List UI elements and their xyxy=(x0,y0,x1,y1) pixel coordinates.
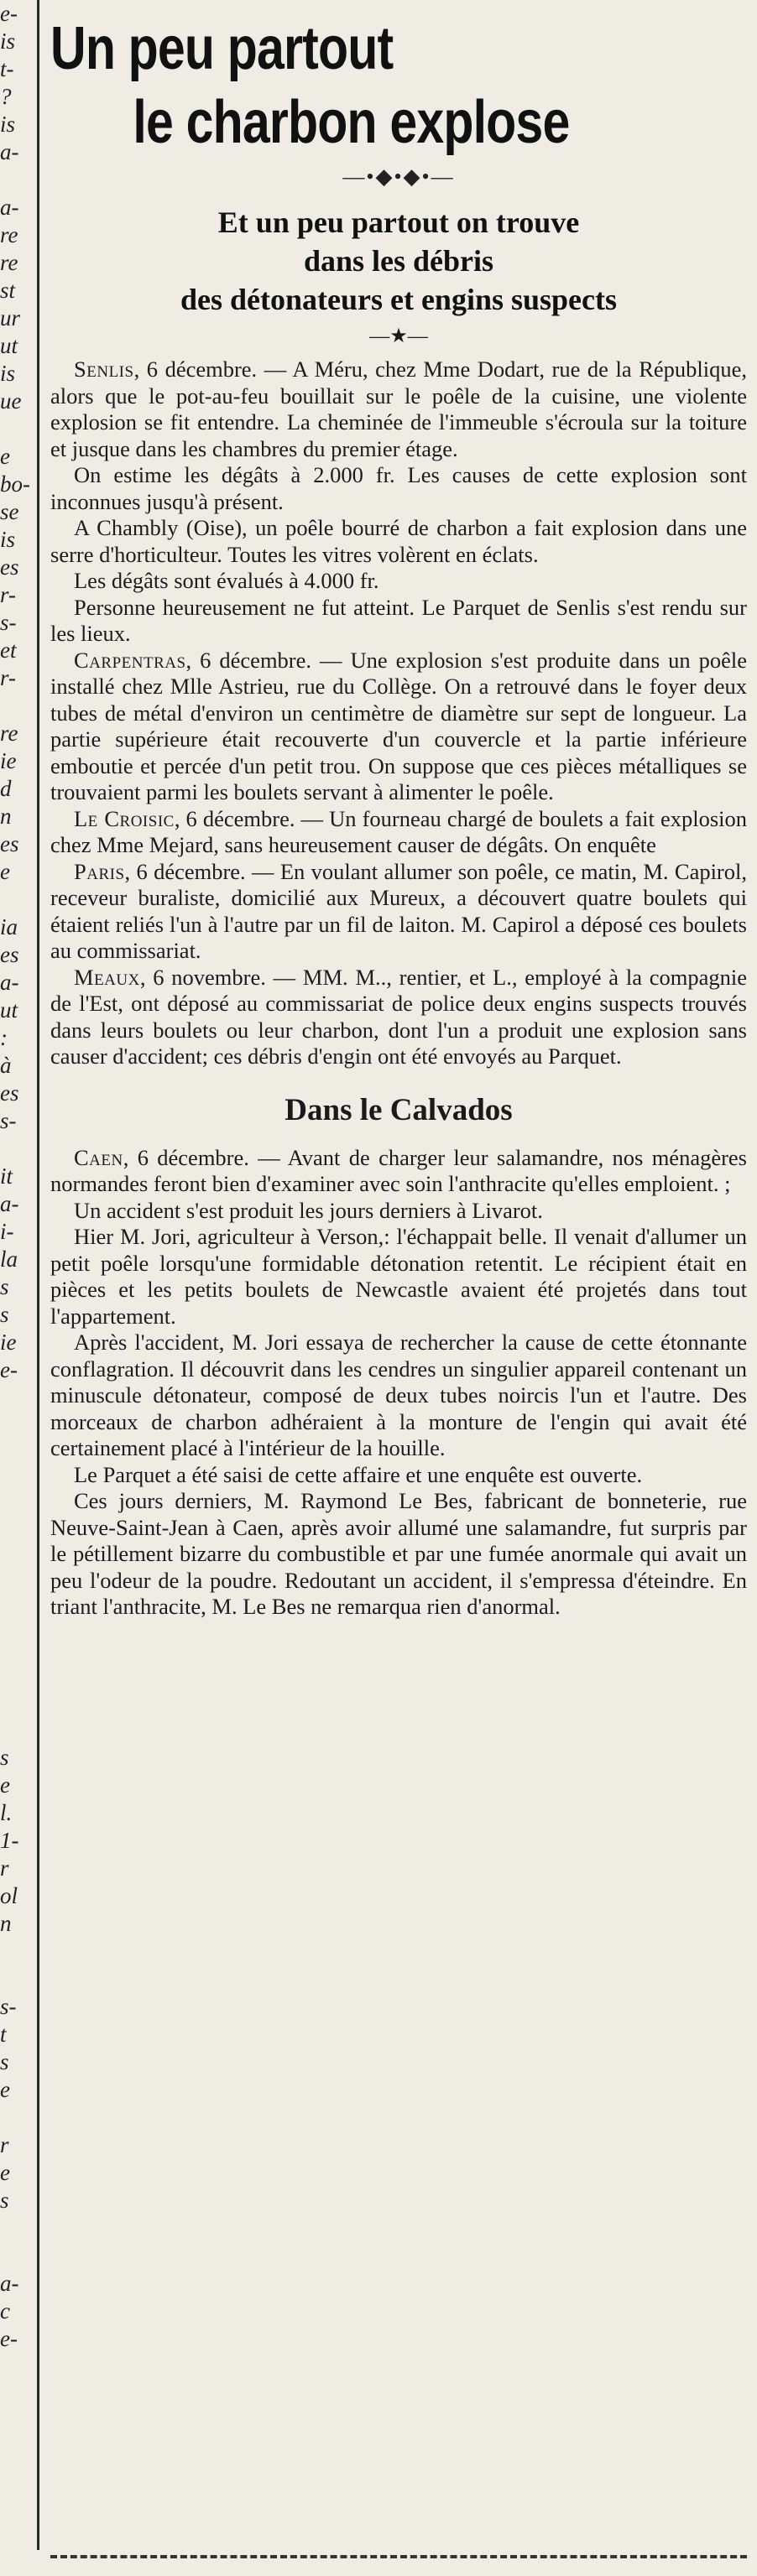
article-body-part-1 xyxy=(50,356,747,1070)
margin-fragment: r xyxy=(0,1855,9,1881)
ornament-divider: —•◆•◆•— xyxy=(342,164,455,189)
headline xyxy=(50,12,622,159)
margin-fragment: ? xyxy=(0,84,12,109)
margin-fragment: s- xyxy=(0,1108,17,1133)
margin-fragment: ie xyxy=(0,748,17,773)
paragraph-text: Le Parquet a été saisi de cette affaire et une enquête est ouverte. xyxy=(74,1461,643,1487)
subheadline-line-1: Et un peu partout on trouve xyxy=(217,206,580,239)
margin-fragment: ue xyxy=(0,388,22,414)
paragraph xyxy=(50,1330,747,1462)
margin-fragment: re xyxy=(0,721,18,746)
margin-fragment xyxy=(0,415,34,443)
margin-fragment: es xyxy=(0,554,19,580)
margin-fragment: a- xyxy=(0,195,19,220)
margin-fragment: s xyxy=(0,2049,9,2074)
margin-fragment: e xyxy=(0,444,10,469)
margin-fragment: es xyxy=(0,942,19,967)
margin-fragment xyxy=(0,1633,34,1661)
margin-fragment: ut xyxy=(0,997,18,1023)
paragraph-text: , 6 décembre. — Un fourneau chargé de boulets a fait explosion chez Mme Mejard, sans heureusement causer de dégâts. On enquête xyxy=(50,805,747,857)
adjacent-column-fragments xyxy=(0,0,34,2351)
subheadline-line-2: dans les débris xyxy=(303,244,494,278)
paragraph xyxy=(50,515,747,568)
paragraph-text: Les dégâts sont évalués à 4.000 fr. xyxy=(74,568,379,593)
margin-fragment xyxy=(0,1938,34,1965)
margin-fragment: s- xyxy=(0,1994,17,2019)
margin-fragment: et xyxy=(0,637,17,663)
margin-fragment: ie xyxy=(0,1330,17,1355)
paragraph-text: , 6 décembre. — En voulant allumer son poêle, ce matin, M. Capirol, receveur buraliste, domicilié aux Mureux, a découvert quatre boulets qui étaient reliés l'un à l'autre par un fil de laiton. M. Capirol a déposé ces boulets au commissariat. xyxy=(50,858,747,963)
margin-fragment: : xyxy=(0,1025,8,1050)
margin-fragment: se xyxy=(0,499,19,524)
margin-fragment: s xyxy=(0,1745,9,1770)
margin-fragment xyxy=(0,1550,34,1578)
headline-line-1: Un peu partout xyxy=(50,15,394,82)
paragraph xyxy=(50,1145,747,1198)
margin-fragment: la xyxy=(0,1246,18,1272)
margin-fragment: n xyxy=(0,1911,12,1936)
margin-fragment: r- xyxy=(0,582,16,607)
paragraph xyxy=(50,806,747,859)
margin-fragment xyxy=(0,2104,34,2131)
margin-fragment: c xyxy=(0,2298,10,2324)
margin-fragment: re xyxy=(0,250,18,275)
margin-fragment: e xyxy=(0,2160,10,2185)
margin-fragment xyxy=(0,2214,34,2242)
margin-fragment: d xyxy=(0,776,12,801)
dateline: Meaux xyxy=(74,964,140,990)
margin-fragment: e- xyxy=(0,1,18,26)
margin-fragment: bo- xyxy=(0,471,30,497)
margin-fragment: ut xyxy=(0,333,18,358)
margin-fragment xyxy=(0,1412,34,1439)
margin-fragment: e- xyxy=(0,1357,18,1382)
margin-fragment: it xyxy=(0,1163,13,1189)
paragraph xyxy=(50,1224,747,1330)
margin-fragment xyxy=(0,692,34,720)
margin-fragment: i- xyxy=(0,1219,14,1244)
paragraph xyxy=(50,1198,747,1225)
paragraph xyxy=(50,595,747,648)
paragraph-text: On estime les dégâts à 2.000 fr. Les causes de cette explosion sont inconnues jusqu'à présent. xyxy=(50,462,747,514)
margin-fragment: a- xyxy=(0,1191,19,1216)
bottom-dashed-rule xyxy=(50,2555,747,2558)
star-divider: —★— xyxy=(369,325,428,347)
margin-fragment: a- xyxy=(0,2271,19,2296)
margin-fragment xyxy=(0,1578,34,1605)
paragraph xyxy=(50,965,747,1070)
margin-fragment: s xyxy=(0,1302,9,1327)
margin-fragment xyxy=(0,1135,34,1163)
margin-fragment xyxy=(0,1661,34,1689)
dateline: Caen xyxy=(74,1144,123,1170)
margin-fragment xyxy=(0,1605,34,1633)
paragraph-text: , 6 décembre. — A Méru, chez Mme Dodart, rue de la République, alors que le pot-au-feu bouillait sur le poêle de la cuisine, une violente explosion se fit entendre. La cheminée de l'immeuble s'écroula sur la toiture et jusque dans les chambres du premier étage. xyxy=(50,356,747,461)
paragraph-text: , 6 décembre. — Une explosion s'est produite dans un poêle installé chez Mlle Astrieu, rue du Collège. On a retrouvé dans le foyer deux tubes de métal d'environ un centimètre de diamètre sur sept de longueur. La partie supérieure était recouverte d'un couvercle et la partie inférieure emboutie et percée d'un petit trou. On suppose que ces pièces métalliques se trouvaient parmi les boulets servant à alimenter le poêle. xyxy=(50,647,747,804)
dateline: Senlis xyxy=(74,356,134,382)
margin-fragment: 1- xyxy=(0,1828,19,1853)
headline-line-2: le charbon explose xyxy=(133,89,570,156)
margin-fragment: l. xyxy=(0,1800,13,1825)
margin-fragment: es xyxy=(0,1080,19,1106)
column-divider xyxy=(37,0,39,2550)
margin-fragment: t- xyxy=(0,56,14,81)
margin-fragment xyxy=(0,1522,34,1550)
paragraph xyxy=(50,648,747,806)
margin-fragment xyxy=(0,1467,34,1495)
margin-fragment: s xyxy=(0,1274,9,1299)
margin-fragment: s- xyxy=(0,610,17,635)
subheadline xyxy=(50,203,747,319)
paragraph-text: Ces jours derniers, M. Raymond Le Bes, fabricant de bonneterie, rue Neuve-Saint-Jean à Caen, après avoir allumé une salamandre, fut surpris par le pétillement bizarre du combustible et par une fumée anormale qui avait un peu l'odeur de la poudre. Redoutant un accident, il s'empressa d'éteindre. En triant l'anthracite, M. Le Bes ne remarqua rien d'anormal. xyxy=(50,1488,747,1619)
margin-fragment: e xyxy=(0,1772,10,1798)
margin-fragment xyxy=(0,2242,34,2270)
paragraph xyxy=(50,859,747,965)
margin-fragment: is xyxy=(0,527,16,552)
margin-fragment xyxy=(0,1384,34,1412)
margin-fragment: n xyxy=(0,804,12,829)
margin-fragment: ur xyxy=(0,305,21,330)
margin-fragment: e xyxy=(0,2077,10,2102)
margin-fragment: ia xyxy=(0,914,18,939)
paragraph-text: Un accident s'est produit les jours derniers à Livarot. xyxy=(74,1197,543,1223)
paragraph xyxy=(50,1462,747,1489)
dateline: Paris xyxy=(74,858,125,884)
news-article xyxy=(50,0,747,1621)
paragraph xyxy=(50,1488,747,1621)
margin-fragment: re xyxy=(0,222,18,247)
margin-fragment xyxy=(0,1689,34,1716)
margin-fragment: à xyxy=(0,1053,12,1078)
margin-fragment: r xyxy=(0,2132,9,2157)
dateline: Carpentras xyxy=(74,647,186,673)
margin-fragment: ol xyxy=(0,1883,18,1908)
margin-fragment xyxy=(0,1965,34,1993)
margin-fragment xyxy=(0,166,34,194)
paragraph-text: , 6 décembre. — Avant de charger leur salamandre, nos ménagères normandes feront bien d'examiner avec soin l'anthracite qu'elles emploient. ; xyxy=(50,1144,747,1196)
margin-fragment: t xyxy=(0,2022,7,2047)
margin-fragment: e xyxy=(0,859,10,884)
paragraph-text: Hier M. Jori, agriculteur à Verson,: l'échappait belle. Il venait d'allumer un petit poêle lorsqu'une formidable détonation retentit. Le récipient était en pièces et les petits boulets de Newcastle avaient été projetés dans tout l'appartement. xyxy=(50,1224,747,1329)
paragraph-text: Après l'accident, M. Jori essaya de rechercher la cause de cette étonnante conflagration. Il découvrit dans les cendres un singulier appareil contenant un minuscule détonateur, composé de deux tubes noircis l'un et l'autre. Des morceaux de charbon adhéraient à la monture de l'engin qui avait été certainement placé à l'intérieur de la houille. xyxy=(50,1330,747,1460)
margin-fragment xyxy=(0,1439,34,1467)
article-body-part-2 xyxy=(50,1145,747,1621)
paragraph-text: A Chambly (Oise), un poêle bourré de charbon a fait explosion dans une serre d'horticulteur. Toutes les vitres volèrent en éclats. xyxy=(50,515,747,567)
dateline: Le Croisic xyxy=(74,805,175,831)
margin-fragment: s xyxy=(0,2188,9,2213)
margin-fragment xyxy=(0,1495,34,1522)
margin-fragment: r- xyxy=(0,665,16,690)
margin-fragment xyxy=(0,1716,34,1744)
margin-fragment: st xyxy=(0,278,16,303)
margin-fragment: is xyxy=(0,112,16,137)
subheadline-line-3: des détonateurs et engins suspects xyxy=(180,283,617,316)
margin-fragment: es xyxy=(0,831,19,856)
paragraph xyxy=(50,568,747,595)
paragraph-text: Personne heureusement ne fut atteint. Le Parquet de Senlis s'est rendu sur les lieux. xyxy=(50,594,747,646)
margin-fragment: a- xyxy=(0,139,19,164)
margin-fragment: a- xyxy=(0,970,19,995)
paragraph xyxy=(50,462,747,515)
paragraph xyxy=(50,356,747,462)
margin-fragment xyxy=(0,886,34,913)
paragraph-text: , 6 novembre. — MM. M.., rentier, et L., employé à la compagnie de l'Est, ont déposé au commissariat de police deux engins suspects trouvés dans leurs boulets ou leur charbon, dont l'un a produit une explosion sans causer d'accident; ces débris d'engin ont été envoyés au Parquet. xyxy=(50,964,747,1069)
margin-fragment: e- xyxy=(0,2326,18,2351)
margin-fragment: is xyxy=(0,361,16,386)
section-heading: Dans le Calvados xyxy=(285,1092,513,1127)
margin-fragment: is xyxy=(0,29,16,54)
